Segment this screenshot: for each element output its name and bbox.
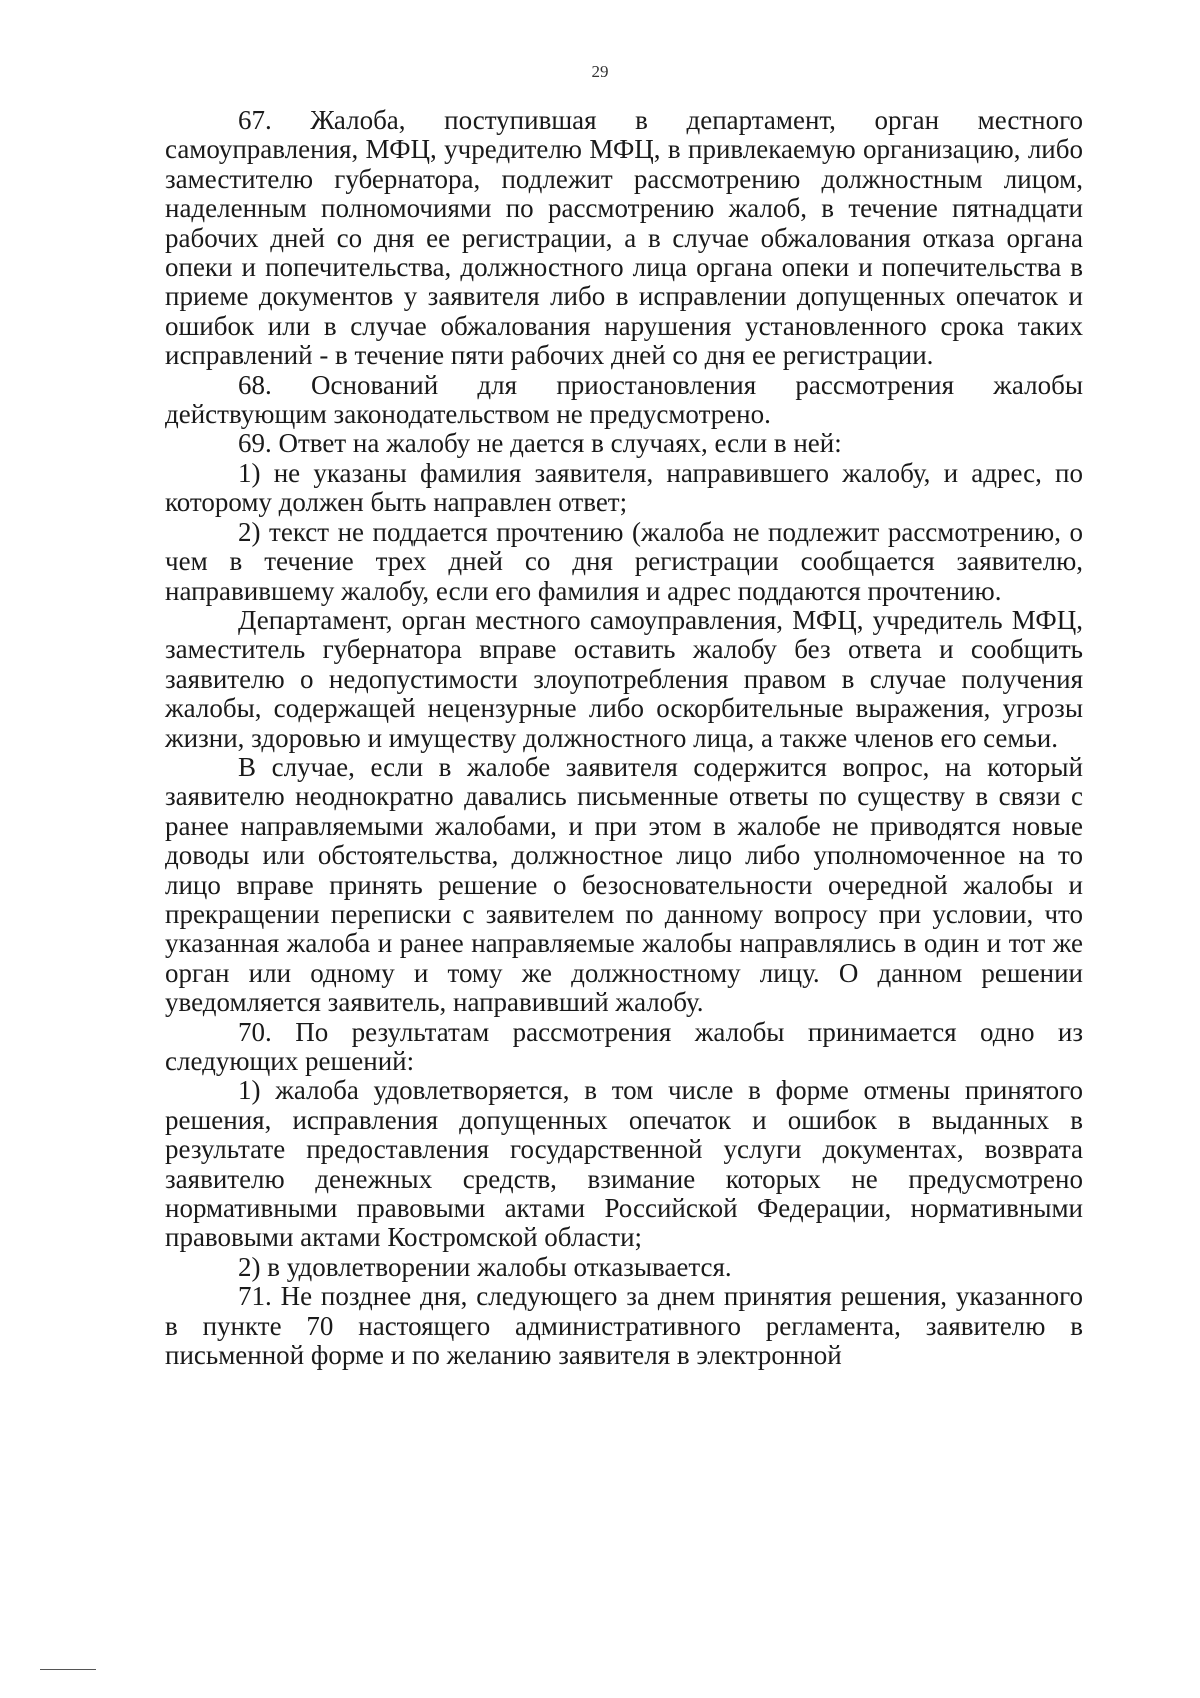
paragraph-repeated-complaint: В случае, если в жалобе заявителя содержится вопрос, на который заявителю неоднократно давались письменные ответы по существу в связи с ранее направляемыми жалобами, и при этом в жалобе не приводятся новые доводы или обстоятельства, должностное лицо либо уполномоченное на то лицо вправе принять решение о безосновательности очередной жалобы и прекращении переписки с заявителем по данному вопросу при условии, что указанная жалоба и ранее направляемые жалобы направлялись в один и тот же орган или одному и тому же должностному лицу. О данном решении уведомляется заявитель, направивший жалобу. (165, 751, 1083, 1018)
corner-line-mark (40, 1669, 96, 1670)
page-number: 29 (591, 62, 609, 81)
paragraph-68: 68. Оснований для приостановления рассмотрения жалобы действующим законодательством не предусмотрено. (165, 369, 1083, 430)
paragraph-70-item-1: 1) жалоба удовлетворяется, в том числе в форме отмены принятого решения, исправления допущенных опечаток и ошибок в выданных в результате предоставления государственной услуги документах, возврата заявителю денежных средств, взимание которых не предусмотрено нормативными правовыми актами Российской Федерации, нормативными правовыми актами Костромской области; (165, 1075, 1083, 1253)
paragraph-70: 70. По результатам рассмотрения жалобы принимается одно из следующих решений: (165, 1016, 1083, 1076)
paragraph-69-item-2: 2) текст не поддается прочтению (жалоба не подлежит рассмотрению, о чем в течение трех дней со дня регистрации сообщается заявителю, направившему жалобу, если его фамилия и адрес поддаются прочтению. (165, 516, 1083, 606)
paragraph-69-item-1: 1) не указаны фамилия заявителя, направившего жалобу, и адрес, по которому должен быть направлен ответ; (165, 457, 1083, 518)
paragraph-71: 71. Не позднее дня, следующего за днем принятия решения, указанного в пункте 70 настоящего административного регламента, заявителю в письменной форме и по желанию заявителя в электронной (165, 1281, 1083, 1371)
document-body (165, 106, 1083, 1370)
paragraph-67: 67. Жалоба, поступившая в департамент, орган местного самоуправления, МФЦ, учредителю МФЦ, в привлекаемую организацию, либо заместителю губернатора, подлежит рассмотрению должностным лицом, наделенным полномочиями по рассмотрению жалоб, в течение пятнадцати рабочих дней со дня ее регистрации, а в случае обжалования отказа органа опеки и попечительства, должностного лица органа опеки и попечительства в приеме документов у заявителя либо в исправлении допущенных опечаток и ошибок или в случае обжалования нарушения установленного срока таких исправлений - в течение пяти рабочих дней со дня ее регистрации. (165, 105, 1083, 371)
paragraph-department-right: Департамент, орган местного самоуправления, МФЦ, учредитель МФЦ, заместитель губернатора вправе оставить жалобу без ответа и сообщить заявителю о недопустимости злоупотребления правом в случае получения жалобы, содержащей нецензурные либо оскорбительные выражения, угрозы жизни, здоровью и имуществу должностного лица, а также членов его семьи. (165, 604, 1083, 753)
paragraph-70-item-2: 2) в удовлетворении жалобы отказывается. (238, 1251, 732, 1282)
paragraph-69: 69. Ответ на жалобу не дается в случаях, если в ней: (238, 428, 842, 459)
